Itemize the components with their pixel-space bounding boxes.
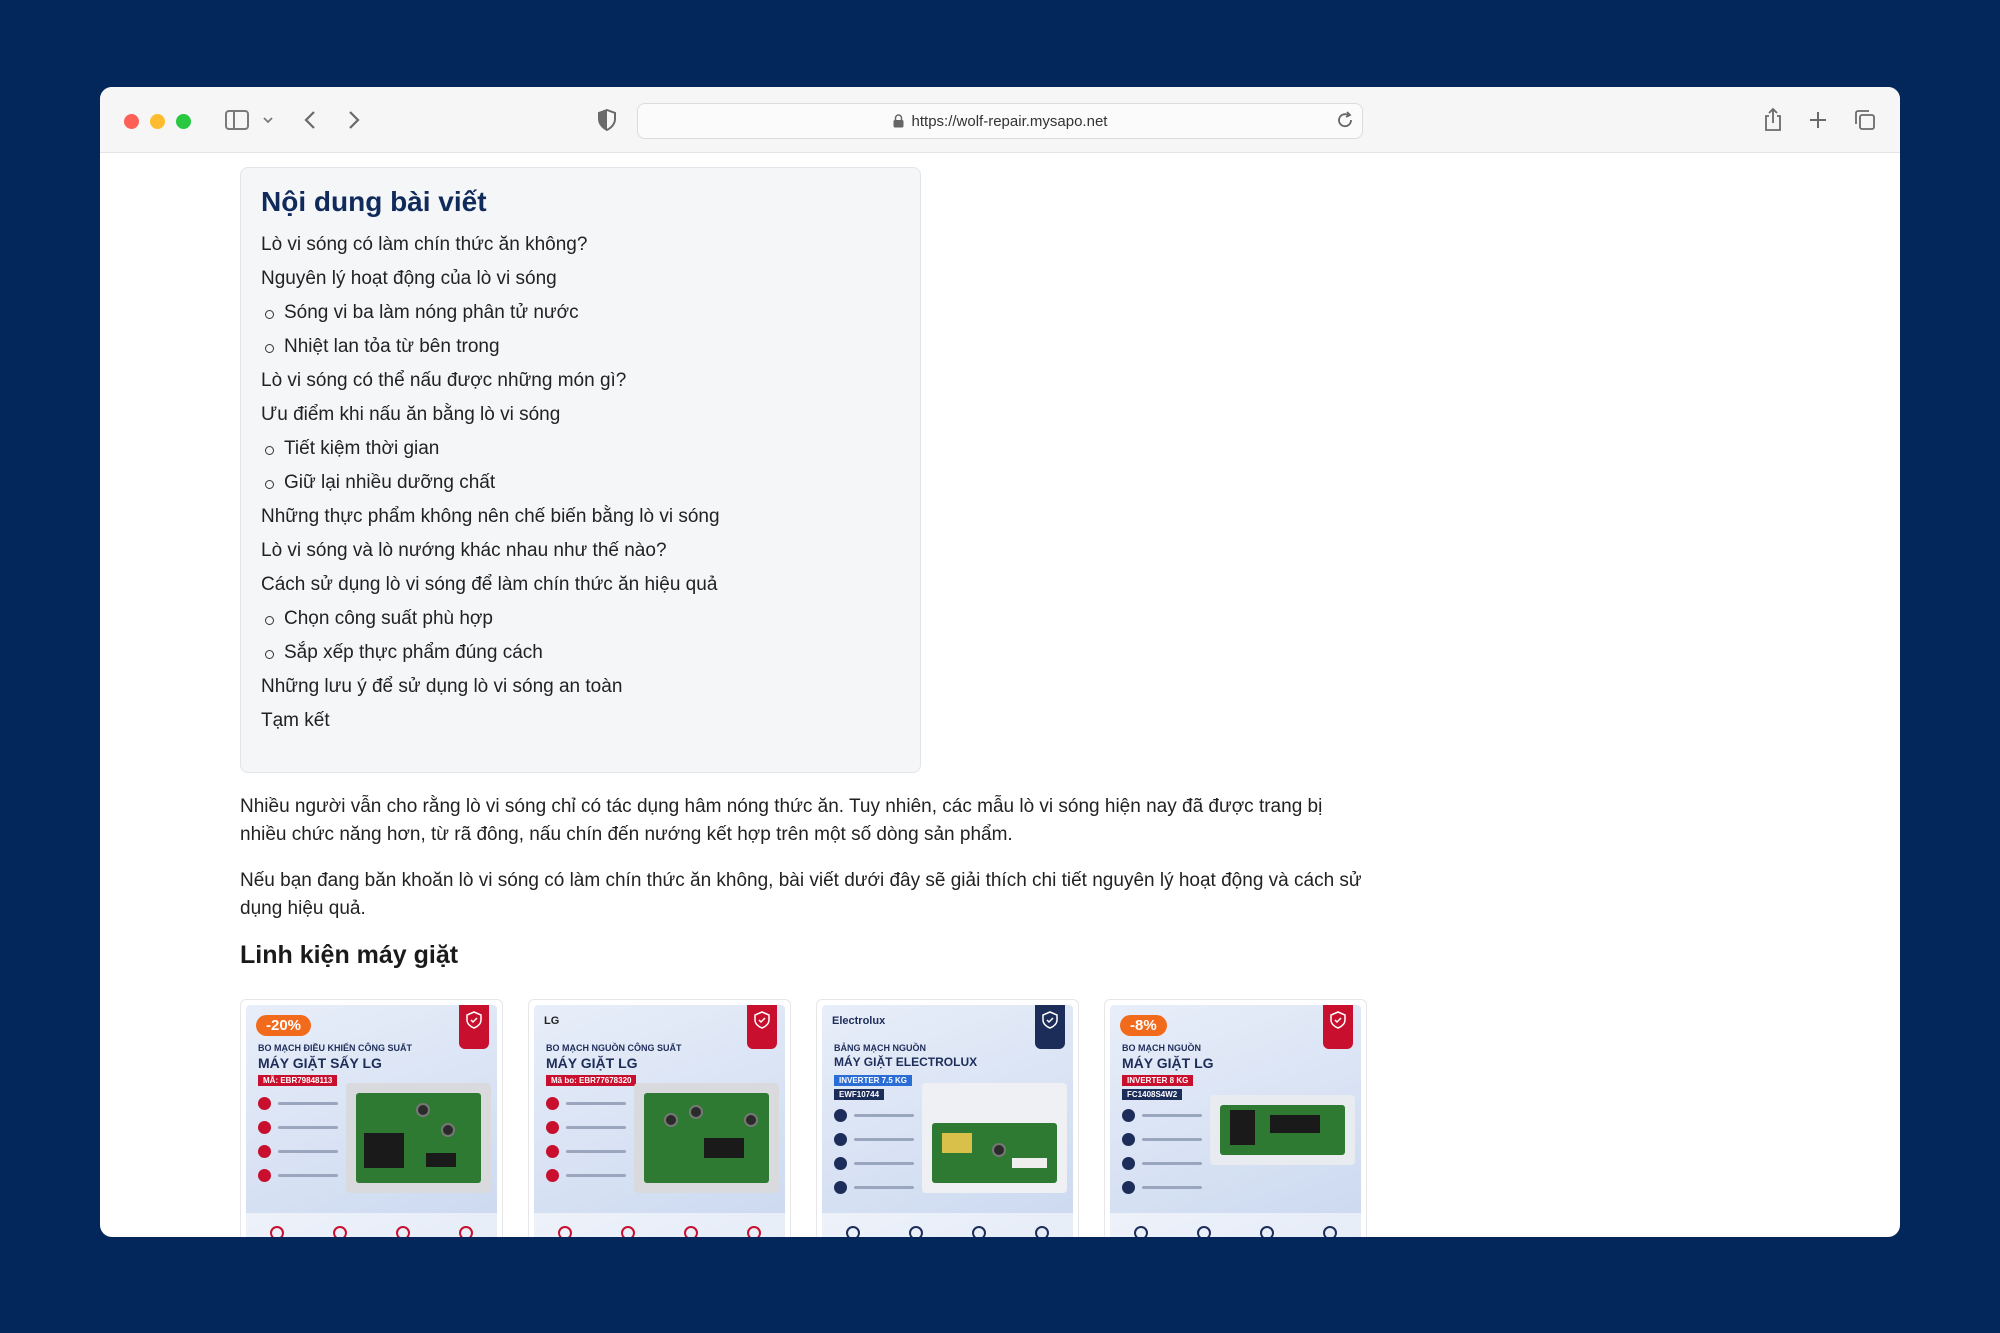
product-title: MÁY GIẶT LG bbox=[1122, 1055, 1214, 1071]
feature-icon bbox=[1122, 1133, 1135, 1146]
feature-text-line bbox=[854, 1162, 914, 1165]
feature-icon bbox=[834, 1157, 847, 1170]
minimize-window-button[interactable] bbox=[150, 114, 165, 129]
url-text: https://wolf-repair.mysapo.net bbox=[911, 112, 1108, 130]
brand-logo: LG bbox=[544, 1015, 560, 1027]
feature-text-line bbox=[278, 1150, 338, 1153]
product-image[interactable] bbox=[822, 1005, 1073, 1237]
forward-icon[interactable] bbox=[342, 105, 366, 135]
toc-sublink[interactable]: Tiết kiệm thời gian bbox=[261, 432, 900, 466]
toc-title: Nội dung bài viết bbox=[261, 186, 487, 217]
chevron-down-icon[interactable] bbox=[260, 105, 276, 135]
feature-icon bbox=[1122, 1157, 1135, 1170]
table-of-contents bbox=[240, 167, 921, 773]
product-subtitle: BO MẠCH ĐIỀU KHIỂN CÔNG SUẤT bbox=[258, 1043, 413, 1053]
feature-text-line bbox=[278, 1102, 338, 1105]
back-icon[interactable] bbox=[298, 105, 322, 135]
feature-icon bbox=[834, 1181, 847, 1194]
warranty-shield-icon bbox=[459, 1005, 489, 1049]
feature-icon bbox=[258, 1145, 271, 1158]
circuit-board-image bbox=[1210, 1095, 1355, 1165]
toc-sublink[interactable]: Nhiệt lan tỏa từ bên trong bbox=[261, 330, 900, 364]
toc-link[interactable]: Những lưu ý để sử dụng lò vi sóng an toàn bbox=[261, 676, 623, 697]
service-icons-row bbox=[822, 1213, 1073, 1237]
toc-sublink[interactable]: Giữ lại nhiều dưỡng chất bbox=[261, 466, 900, 500]
feature-icon bbox=[1122, 1109, 1135, 1122]
feature-text-line bbox=[566, 1126, 626, 1129]
toc-link[interactable]: Lò vi sóng và lò nướng khác nhau như thế nào? bbox=[261, 540, 667, 561]
article-paragraph-2: Nếu bạn đang băn khoăn lò vi sóng có làm chín thức ăn không, bài viết dưới đây sẽ giải thích chi tiết nguyên lý hoạt động và cách sử dụng hiệu quả. bbox=[240, 870, 1362, 919]
feature-icon bbox=[546, 1145, 559, 1158]
feature-text-line bbox=[854, 1114, 914, 1117]
discount-badge: -20% bbox=[256, 1015, 311, 1036]
product-title: MÁY GIẶT SẤY LG bbox=[258, 1055, 382, 1071]
feature-icon bbox=[546, 1121, 559, 1134]
product-image[interactable] bbox=[246, 1005, 497, 1237]
warranty-shield-icon bbox=[1323, 1005, 1353, 1049]
feature-icon bbox=[834, 1109, 847, 1122]
feature-text-line bbox=[1142, 1186, 1202, 1189]
product-model: EWF10744 bbox=[834, 1089, 884, 1100]
product-subtitle: BO MẠCH NGUỒN bbox=[1122, 1043, 1201, 1053]
product-subtitle: BẢNG MẠCH NGUỒN bbox=[834, 1043, 926, 1053]
feature-icon bbox=[258, 1169, 271, 1182]
product-code: Mã bo: EBR77678320 bbox=[546, 1075, 636, 1086]
warranty-shield-icon bbox=[747, 1005, 777, 1049]
product-subtitle: BO MẠCH NGUỒN CÔNG SUẤT bbox=[546, 1043, 682, 1053]
feature-text-line bbox=[1142, 1162, 1202, 1165]
product-card[interactable] bbox=[816, 999, 1079, 1237]
zoom-window-button[interactable] bbox=[176, 114, 191, 129]
toc-link[interactable]: Tạm kết bbox=[261, 710, 330, 731]
address-bar[interactable] bbox=[637, 103, 1363, 139]
product-code: MÃ: EBR79848113 bbox=[258, 1075, 337, 1086]
product-title: MÁY GIẶT LG bbox=[546, 1055, 638, 1071]
toc-sublink[interactable]: Sóng vi ba làm nóng phân tử nước bbox=[261, 296, 900, 330]
feature-text-line bbox=[566, 1150, 626, 1153]
toc-list bbox=[261, 228, 900, 738]
feature-text-line bbox=[566, 1174, 626, 1177]
product-card[interactable] bbox=[240, 999, 503, 1237]
toc-sublink[interactable]: Sắp xếp thực phẩm đúng cách bbox=[261, 636, 900, 670]
product-code: INVERTER 8 KG bbox=[1122, 1075, 1193, 1086]
service-icons-row bbox=[246, 1213, 497, 1237]
feature-text-line bbox=[278, 1174, 338, 1177]
service-icons-row bbox=[534, 1213, 785, 1237]
product-model: FC1408S4W2 bbox=[1122, 1089, 1182, 1100]
feature-icon bbox=[546, 1097, 559, 1110]
warranty-shield-icon bbox=[1035, 1005, 1065, 1049]
close-window-button[interactable] bbox=[124, 114, 139, 129]
reload-icon[interactable] bbox=[1336, 111, 1354, 129]
circuit-board-image bbox=[634, 1083, 779, 1193]
feature-text-line bbox=[278, 1126, 338, 1129]
feature-icon bbox=[258, 1121, 271, 1134]
feature-text-line bbox=[1142, 1114, 1202, 1117]
service-icons-row bbox=[1110, 1213, 1361, 1237]
product-card[interactable] bbox=[528, 999, 791, 1237]
product-code: INVERTER 7.5 KG bbox=[834, 1075, 912, 1086]
lock-icon bbox=[893, 114, 904, 128]
tab-overview-icon[interactable] bbox=[1852, 105, 1878, 135]
article-paragraph-1: Nhiều người vẫn cho rằng lò vi sóng chỉ có tác dụng hâm nóng thức ăn. Tuy nhiên, các mẫu lò vi sóng hiện nay đã được trang bị nhiều chức năng hơn, từ rã đông, nấu chín đến nướng kết hợp trên một số dòng sản phẩm. bbox=[240, 796, 1323, 845]
feature-text-line bbox=[566, 1102, 626, 1105]
brand-logo: Electrolux bbox=[832, 1015, 886, 1027]
circuit-board-image bbox=[346, 1083, 491, 1193]
toc-link[interactable]: Lò vi sóng có thể nấu được những món gì? bbox=[261, 370, 627, 391]
feature-icon bbox=[258, 1097, 271, 1110]
product-image[interactable] bbox=[534, 1005, 785, 1237]
feature-text-line bbox=[854, 1186, 914, 1189]
product-title: MÁY GIẶT ELECTROLUX bbox=[834, 1055, 978, 1069]
toc-link[interactable]: Ưu điểm khi nấu ăn bằng lò vi sóng bbox=[261, 404, 561, 425]
product-card[interactable] bbox=[1104, 999, 1367, 1237]
sidebar-toggle-icon[interactable] bbox=[222, 105, 252, 135]
feature-icon bbox=[834, 1133, 847, 1146]
section-title: Linh kiện máy giặt bbox=[240, 941, 459, 969]
feature-text-line bbox=[854, 1138, 914, 1141]
feature-icon bbox=[1122, 1181, 1135, 1194]
product-carousel bbox=[240, 999, 1367, 1237]
browser-window bbox=[100, 87, 1900, 1237]
new-tab-icon[interactable] bbox=[1805, 105, 1831, 135]
feature-text-line bbox=[1142, 1138, 1202, 1141]
toc-sublink[interactable]: Chọn công suất phù hợp bbox=[261, 602, 900, 636]
toc-link[interactable]: Những thực phẩm không nên chế biến bằng lò vi sóng bbox=[261, 506, 720, 527]
toc-link[interactable]: Cách sử dụng lò vi sóng để làm chín thức ăn hiệu quả bbox=[261, 574, 718, 595]
product-image[interactable] bbox=[1110, 1005, 1361, 1237]
circuit-board-image bbox=[922, 1083, 1067, 1193]
page-content bbox=[100, 153, 1900, 1237]
toc-link[interactable]: Nguyên lý hoạt động của lò vi sóng bbox=[261, 268, 557, 289]
toc-link[interactable]: Lò vi sóng có làm chín thức ăn không? bbox=[261, 234, 588, 255]
discount-badge: -8% bbox=[1120, 1015, 1167, 1036]
browser-toolbar bbox=[100, 87, 1900, 153]
privacy-shield-icon[interactable] bbox=[595, 105, 619, 135]
share-icon[interactable] bbox=[1760, 105, 1786, 135]
feature-icon bbox=[546, 1169, 559, 1182]
